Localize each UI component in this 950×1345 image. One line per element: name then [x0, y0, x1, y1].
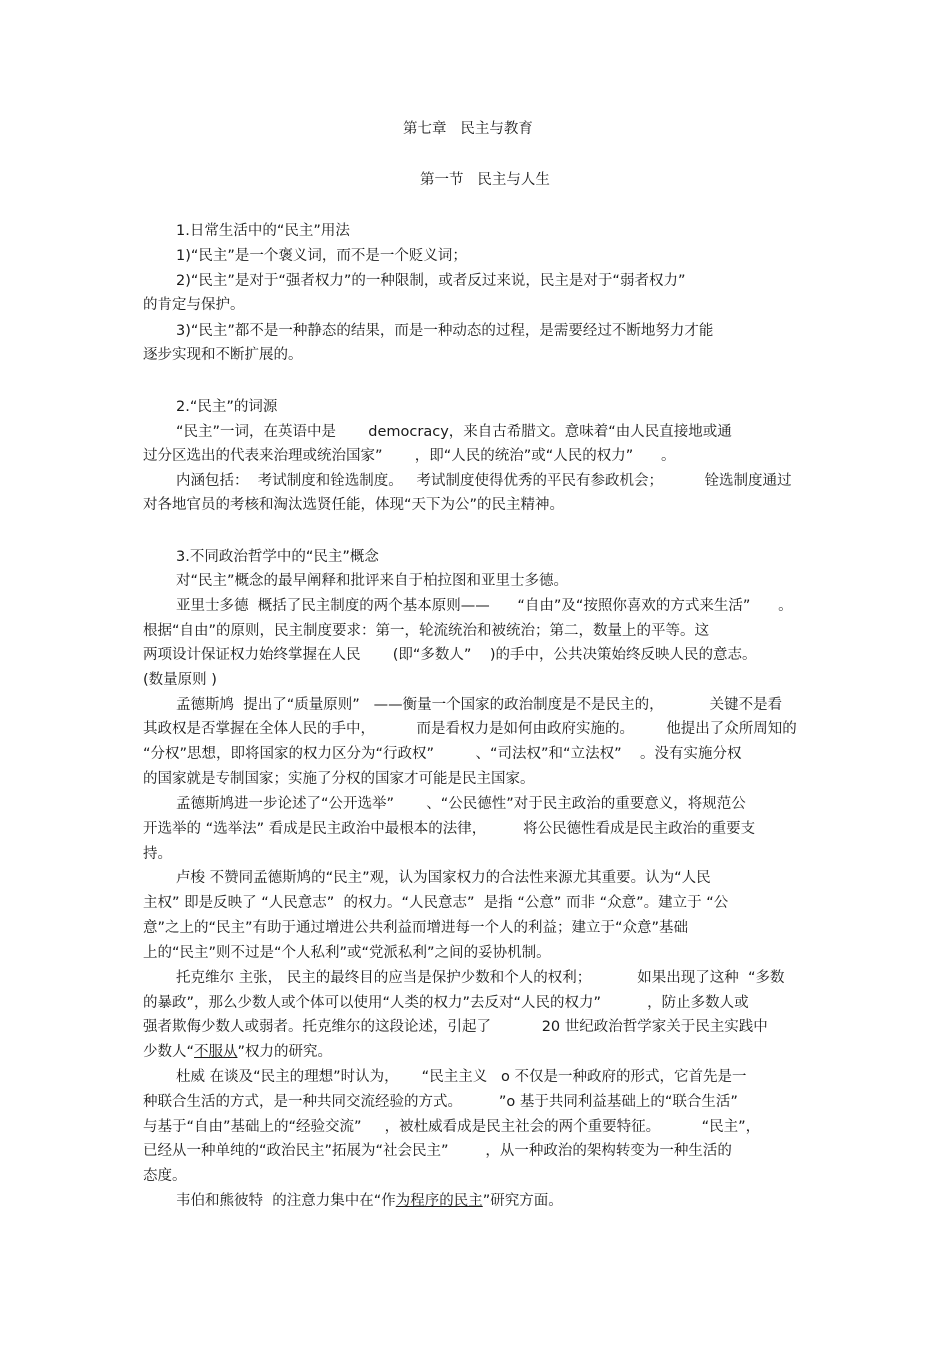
text-line: “分权”思想，即将国家的权力区分为“行政权” 、“司法权”和“立法权” 。没有实施分权 [143, 746, 742, 762]
section-title: 第一节 民主与人生 [420, 172, 550, 188]
text-line: 已经从一种单纯的“政治民主”拓展为“社会民主” ，从一种政治的架构转变为一种生活的 [143, 1143, 732, 1159]
text-line: 的肯定与保护。 [143, 297, 245, 313]
text-line: 种联合生活的方式，是一种共同交流经验的方式。 ”o 基于共同利益基础上的“联合生活” [143, 1094, 738, 1110]
text-line: 的暴政”，那么少数人或个体可以使用“人类的权力”去反对“人民的权力” ，防止多数人或 [143, 995, 749, 1011]
text-line: 主权” 即是反映了 “人民意志” 的权力。“人民意志” 是指 “公意” 而非 “众意”。建立于 “公 [143, 895, 729, 911]
text-line: 对各地官员的考核和淘汰选贤任能，体现“天下为公”的民主精神。 [143, 497, 565, 513]
subsection-heading: 2.“民主”的词源 [176, 399, 278, 415]
text-line: 2)“民主”是对于“强者权力”的一种限制，或者反过来说，民主是对于“弱者权力” [176, 273, 686, 289]
text-line: 对“民主”概念的最早阐释和批评来自于柏拉图和亚里士多德。 [176, 573, 569, 589]
text-line: 杜威 在谈及“民主的理想”时认为， “民主主义 o 不仅是一种政府的形式，它首先是一 [176, 1069, 747, 1085]
text-line: 内涵包括： 考试制度和铨选制度。 考试制度使得优秀的平民有参政机会； 铨选制度通过 [176, 473, 792, 489]
text-line: 意”之上的“民主”有助于通过增进公共利益而增进每一个人的利益；建立于“众意”基础 [143, 920, 689, 936]
text-line: 过分区选出的代表来治理或统治国家” ，即“人民的统治”或“人民的权力” 。 [143, 448, 676, 464]
subsection-heading: 3.不同政治哲学中的“民主”概念 [176, 549, 379, 565]
text-line: 与基于“自由”基础上的“经验交流” ，被杜威看成是民主社会的两个重要特征。 “民主”， [143, 1119, 761, 1135]
text-line: 两项设计保证权力始终掌握在人民 (即“多数人” )的手中，公共决策始终反映人民的意志。 [143, 647, 757, 663]
text-line: 孟德斯鸠 提出了“质量原则” ——衡量一个国家的政治制度是不是民主的， 关键不是看 [176, 697, 783, 713]
text-line: 开选举的 “选举法” 看成是民主政治中最根本的法律， 将公民德性看成是民主政治的重要支 [143, 821, 756, 837]
subsection-heading: 1.日常生活中的“民主”用法 [176, 223, 350, 239]
text-line: 根据“自由”的原则，民主制度要求：第一，轮流统治和被统治；第二，数量上的平等。这 [143, 623, 710, 639]
text-line: 卢梭 不赞同孟德斯鸠的“民主”观，认为国家权力的合法性来源尤其重要。认为“人民 [176, 870, 711, 886]
underlined-phrase: 为程序的民主 [395, 1193, 483, 1209]
text-line: 的国家就是专制国家；实施了分权的国家才可能是民主国家。 [143, 771, 535, 787]
text-line: 其政权是否掌握在全体人民的手中， 而是看权力是如何由政府实施的。 他提出了众所周知的 [143, 721, 797, 737]
text-line: 1)“民主”是一个褒义词，而不是一个贬义词； [176, 248, 467, 264]
text-line: 3)“民主”都不是一种静态的结果，而是一种动态的过程，是需要经过不断地努力才能 [176, 323, 714, 339]
text-line: 逐步实现和不断扩展的。 [143, 347, 303, 363]
text-line: 托克维尔 主张， 民主的最终目的应当是保护少数和个人的权利； 如果出现了这种 “多数 [176, 970, 785, 986]
text-line: (数量原则 ) [143, 672, 217, 688]
underlined-phrase: 不服从 [194, 1044, 238, 1060]
text-line: “民主”一词，在英语中是 democracy，来自古希腊文。意味着“由人民直接地或通 [176, 424, 732, 440]
text-line-underlined: 韦伯和熊彼特 的注意力集中在“作为程序的民主”研究方面。 [176, 1193, 563, 1209]
text-line: 孟德斯鸠进一步论述了“公开选举” 、“公民德性”对于民主政治的重要意义，将规范公 [176, 796, 746, 812]
text-line: 持。 [143, 846, 172, 862]
text-line: 亚里士多德 概括了民主制度的两个基本原则—— “自由”及“按照你喜欢的方式来生活” 。 [176, 598, 793, 614]
chapter-title: 第七章 民主与教育 [403, 121, 533, 137]
text-line: 态度。 [143, 1168, 187, 1184]
text-line-underlined: 少数人“不服从”权力的研究。 [143, 1044, 333, 1060]
text-line: 上的“民主”则不过是“个人私利”或“党派私利”之间的妥协机制。 [143, 945, 551, 961]
text-line: 强者欺侮少数人或弱者。托克维尔的这段论述，引起了 20 世纪政治哲学家关于民主实践中 [143, 1019, 768, 1035]
